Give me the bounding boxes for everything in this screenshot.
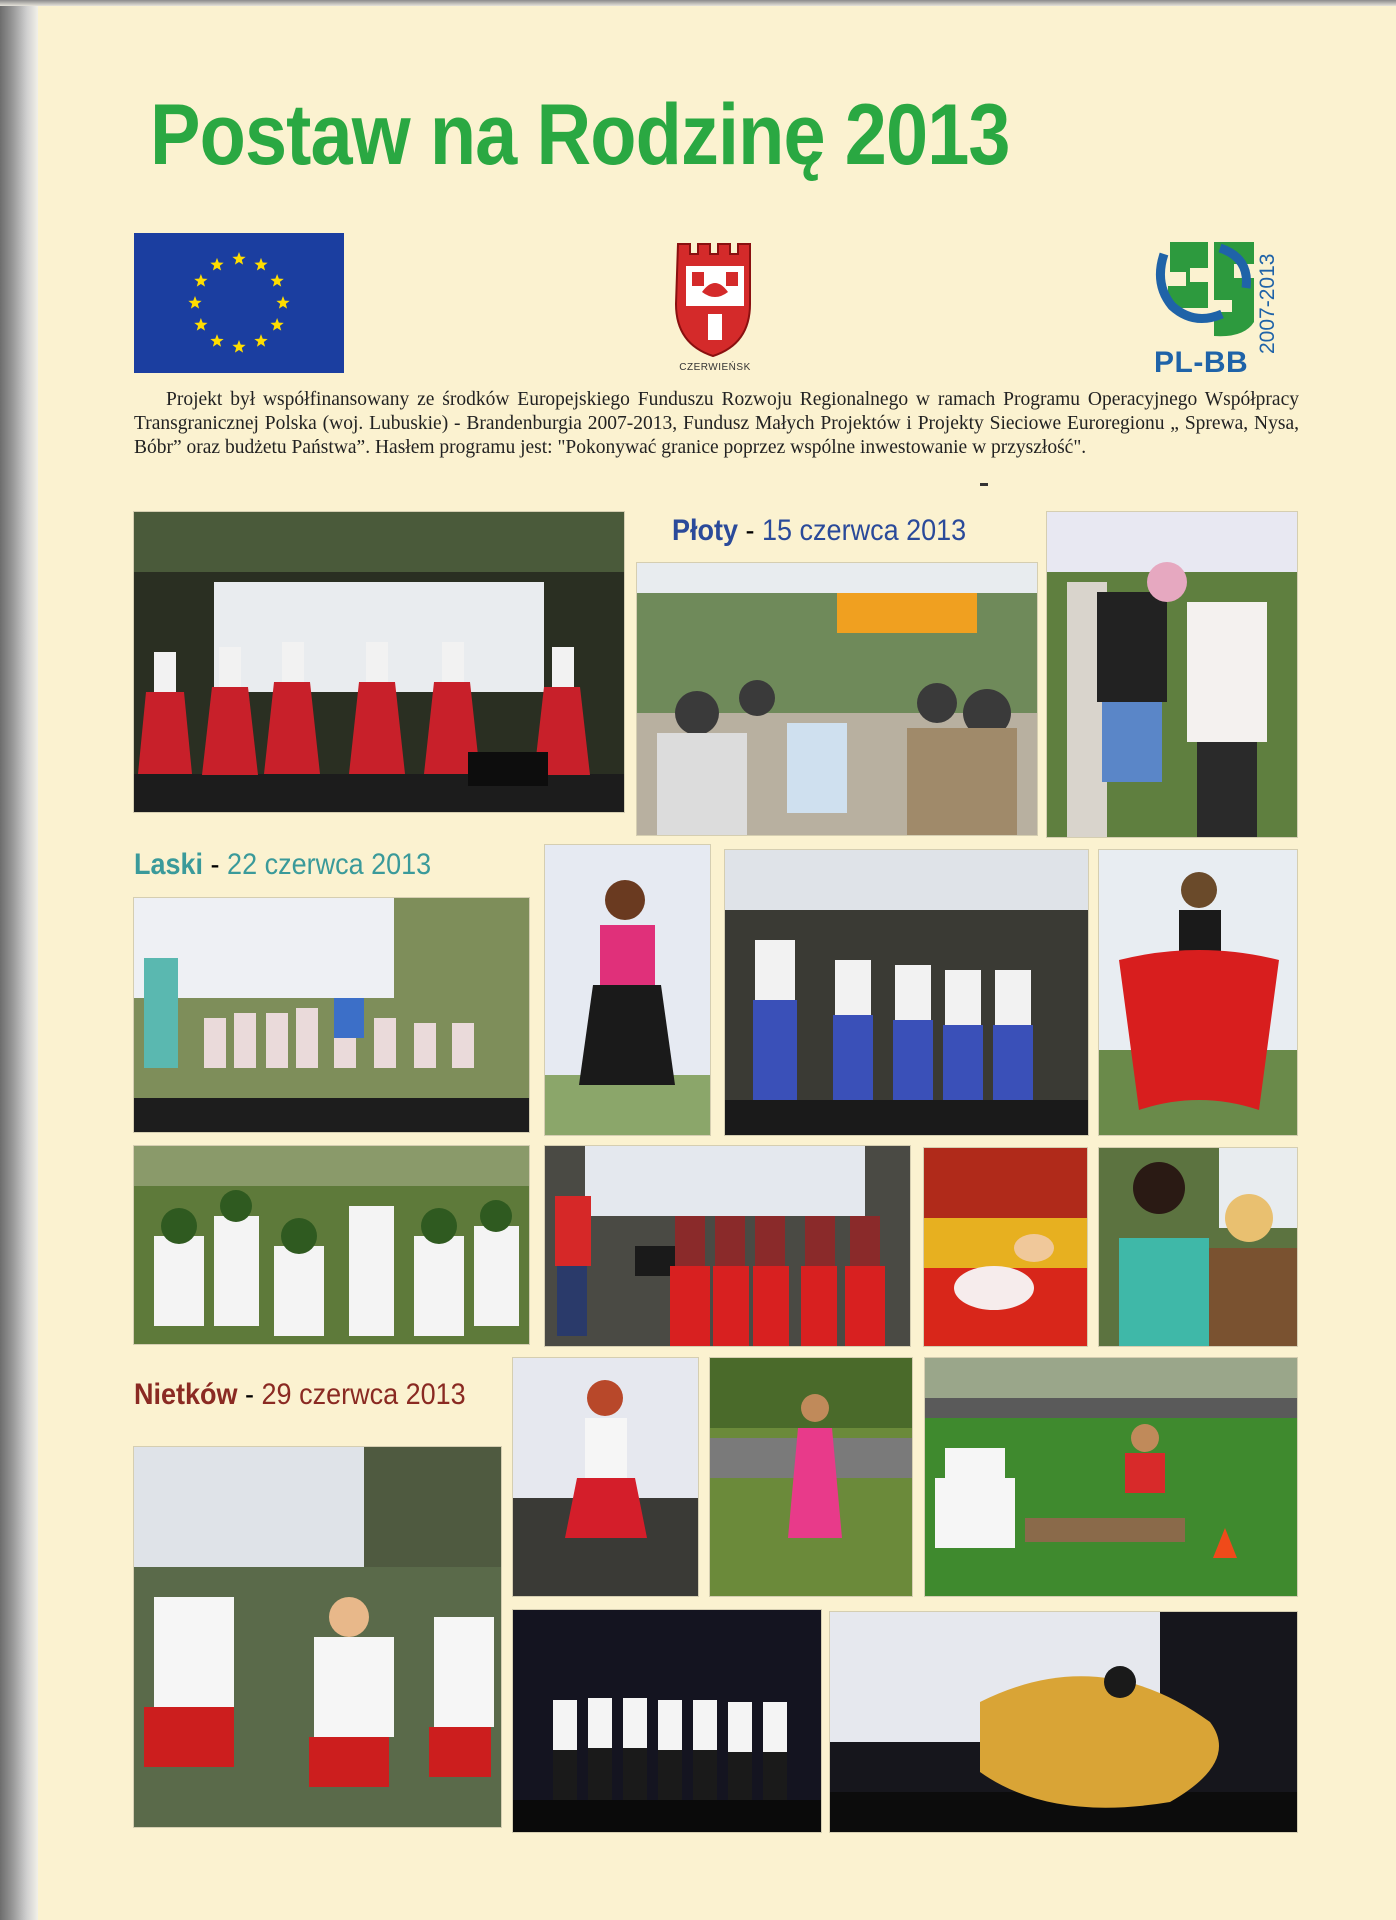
section-date: 15 czerwca 2013 [762,514,967,547]
choir-night-stage-photo [513,1610,821,1832]
pl-bb-program-logo [1150,234,1302,378]
dancing-girls-photo [134,1447,501,1827]
outdoor-games-photo [925,1358,1297,1596]
stray-dash-mark [980,483,988,486]
section-separator: - [738,514,763,547]
flowers-presentation-photo [1047,512,1297,837]
band-stage-photo [545,1146,910,1346]
section-date: 22 czerwca 2013 [227,848,432,881]
festival-table-photo [637,563,1037,835]
scan-edge [0,0,38,1920]
section-place: Płoty [672,514,739,547]
section-place: Laski [134,848,204,881]
section-date: 29 czerwca 2013 [261,1378,466,1411]
program-years-label: 2007-2013 [1256,253,1279,354]
section-heading-ploty [672,516,966,546]
section-heading-nietkow [134,1380,466,1410]
singer-microphone-photo [1099,1148,1297,1346]
golden-dancer-photo [830,1612,1297,1832]
page-title: Postaw na Rodzinę 2013 [150,87,1010,183]
eu-flag-icon [134,233,344,373]
intro-paragraph: Projekt był współfinansowany ze środków Europejskiego Funduszu Rozwoju Regionalnego w ramach Programu Operacyjnego Współpracy Transgranicznej Polska (woj. Lubuskie) - Brandenburgia 2007-2013, Fundusz Małych Projektów i Projekty Sieciowe Euroregionu „ Sprewa, Nysa, Bóbr” oraz budżetu Państwa”. Hasłem programu jest: "Pokonywać granice poprzez wspólne inwestowanie w przyszłość". [134,389,1299,458]
pl-bb-label: PL-BB [1154,346,1249,379]
section-separator: - [203,848,228,881]
dancer-red-scarf-photo [1099,850,1297,1135]
crest-label: CZERWIEŃSK [679,362,751,373]
stage-folk-dancers-photo [134,512,624,812]
woman-pink-dress-photo [710,1358,912,1596]
bouncy-castle-photo [924,1148,1087,1346]
czerwiensk-crest-icon [672,234,758,384]
section-separator: - [237,1378,262,1411]
wreath-girls-photo [134,1146,529,1344]
children-choir-photo [134,898,529,1132]
girl-red-skirt-singer-photo [513,1358,698,1596]
section-heading-laski [134,850,431,880]
section-place: Nietków [134,1378,238,1411]
singer-pink-top-photo [545,845,710,1135]
women-choir-blue-photo [725,850,1088,1135]
